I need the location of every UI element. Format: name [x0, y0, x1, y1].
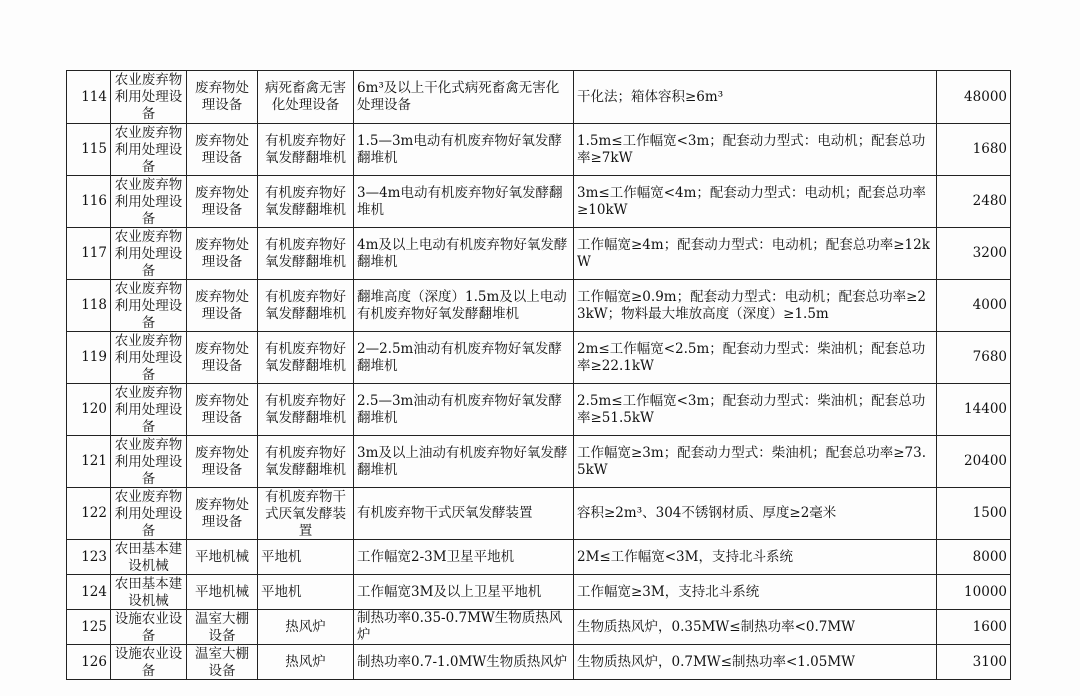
subcategory-cell: 温室大棚设备: [187, 610, 258, 645]
amount-cell: 3100: [937, 645, 1011, 680]
spec-cell: 有机废弃物干式厌氧发酵装置: [354, 488, 574, 540]
table-body: [67, 71, 1011, 680]
item-cell: 有机废弃物好氧发酵翻堆机: [258, 176, 354, 228]
category-cell: 农业废弃物利用处理设备: [111, 176, 187, 228]
spec-cell: 3—4m电动有机废弃物好氧发酵翻堆机: [354, 176, 574, 228]
params-cell: 生物质热风炉，0.7MW≤制热功率<1.05MW: [574, 645, 937, 680]
item-cell: 有机废弃物好氧发酵翻堆机: [258, 332, 354, 384]
amount-cell: 2480: [937, 176, 1011, 228]
category-cell: 设施农业设备: [111, 645, 187, 680]
item-cell: 有机废弃物好氧发酵翻堆机: [258, 228, 354, 280]
item-cell: 有机废弃物好氧发酵翻堆机: [258, 124, 354, 176]
spec-cell: 4m及以上电动有机废弃物好氧发酵翻堆机: [354, 228, 574, 280]
subsidy-table: [66, 70, 1011, 680]
category-cell: 农业废弃物利用处理设备: [111, 332, 187, 384]
row-number: 124: [67, 575, 111, 610]
spec-cell: 工作幅宽3M及以上卫星平地机: [354, 575, 574, 610]
amount-cell: 20400: [937, 436, 1011, 488]
amount-cell: 48000: [937, 71, 1011, 124]
amount-cell: 7680: [937, 332, 1011, 384]
table-row: [67, 176, 1011, 228]
row-number: 118: [67, 280, 111, 332]
table-row: [67, 124, 1011, 176]
params-cell: 工作幅宽≥4m；配套动力型式：电动机；配套总功率≥12kW: [574, 228, 937, 280]
amount-cell: 8000: [937, 540, 1011, 575]
amount-cell: 4000: [937, 280, 1011, 332]
spec-cell: 1.5—3m电动有机废弃物好氧发酵翻堆机: [354, 124, 574, 176]
table-row: [67, 488, 1011, 540]
row-number: 120: [67, 384, 111, 436]
table-row: [67, 280, 1011, 332]
params-cell: 3m≤工作幅宽<4m；配套动力型式：电动机；配套总功率≥10kW: [574, 176, 937, 228]
item-cell: 热风炉: [258, 645, 354, 680]
category-cell: 农业废弃物利用处理设备: [111, 124, 187, 176]
table-row: [67, 436, 1011, 488]
subcategory-cell: 废弃物处理设备: [187, 332, 258, 384]
params-cell: 1.5m≤工作幅宽<3m；配套动力型式：电动机；配套总功率≥7kW: [574, 124, 937, 176]
spec-cell: 翻堆高度（深度）1.5m及以上电动有机废弃物好氧发酵翻堆机: [354, 280, 574, 332]
subcategory-cell: 废弃物处理设备: [187, 124, 258, 176]
category-cell: 农业废弃物利用处理设备: [111, 488, 187, 540]
row-number: 121: [67, 436, 111, 488]
row-number: 117: [67, 228, 111, 280]
spec-cell: 6m³及以上干化式病死畜禽无害化处理设备: [354, 71, 574, 124]
amount-cell: 3200: [937, 228, 1011, 280]
subcategory-cell: 平地机械: [187, 575, 258, 610]
item-cell: 有机废弃物好氧发酵翻堆机: [258, 436, 354, 488]
item-cell: 病死畜禽无害化处理设备: [258, 71, 354, 124]
spec-cell: 3m及以上油动有机废弃物好氧发酵翻堆机: [354, 436, 574, 488]
category-cell: 农业废弃物利用处理设备: [111, 384, 187, 436]
params-cell: 工作幅宽≥3M，支持北斗系统: [574, 575, 937, 610]
subcategory-cell: 废弃物处理设备: [187, 176, 258, 228]
params-cell: 容积≥2m³、304不锈钢材质、厚度≥2毫米: [574, 488, 937, 540]
amount-cell: 1500: [937, 488, 1011, 540]
subcategory-cell: 废弃物处理设备: [187, 280, 258, 332]
category-cell: 农业废弃物利用处理设备: [111, 71, 187, 124]
row-number: 122: [67, 488, 111, 540]
subcategory-cell: 废弃物处理设备: [187, 384, 258, 436]
params-cell: 2.5m≤工作幅宽<3m；配套动力型式：柴油机；配套总功率≥51.5kW: [574, 384, 937, 436]
row-number: 115: [67, 124, 111, 176]
spec-cell: 制热功率0.7-1.0MW生物质热风炉: [354, 645, 574, 680]
subcategory-cell: 废弃物处理设备: [187, 228, 258, 280]
amount-cell: 10000: [937, 575, 1011, 610]
category-cell: 设施农业设备: [111, 610, 187, 645]
table-row: [67, 228, 1011, 280]
subcategory-cell: 温室大棚设备: [187, 645, 258, 680]
row-number: 125: [67, 610, 111, 645]
row-number: 116: [67, 176, 111, 228]
amount-cell: 1600: [937, 610, 1011, 645]
category-cell: 农田基本建设机械: [111, 540, 187, 575]
row-number: 123: [67, 540, 111, 575]
params-cell: 工作幅宽≥3m；配套动力型式：柴油机；配套总功率≥73.5kW: [574, 436, 937, 488]
table-row: [67, 332, 1011, 384]
row-number: 114: [67, 71, 111, 124]
subcategory-cell: 平地机械: [187, 540, 258, 575]
item-cell: 有机废弃物好氧发酵翻堆机: [258, 384, 354, 436]
item-cell: 平地机: [258, 540, 354, 575]
item-cell: 平地机: [258, 575, 354, 610]
category-cell: 农业废弃物利用处理设备: [111, 228, 187, 280]
category-cell: 农田基本建设机械: [111, 575, 187, 610]
params-cell: 干化法；箱体容积≥6m³: [574, 71, 937, 124]
item-cell: 有机废弃物好氧发酵翻堆机: [258, 280, 354, 332]
table-row: [67, 384, 1011, 436]
params-cell: 工作幅宽≥0.9m；配套动力型式：电动机；配套总功率≥23kW；物料最大堆放高度（深度）≥1.5m: [574, 280, 937, 332]
row-number: 119: [67, 332, 111, 384]
spec-cell: 2—2.5m油动有机废弃物好氧发酵翻堆机: [354, 332, 574, 384]
params-cell: 2M≤工作幅宽<3M，支持北斗系统: [574, 540, 937, 575]
subcategory-cell: 废弃物处理设备: [187, 71, 258, 124]
spec-cell: 制热功率0.35-0.7MW生物质热风炉: [354, 610, 574, 645]
params-cell: 生物质热风炉，0.35MW≤制热功率<0.7MW: [574, 610, 937, 645]
amount-cell: 1680: [937, 124, 1011, 176]
item-cell: 热风炉: [258, 610, 354, 645]
spec-cell: 2.5—3m油动有机废弃物好氧发酵翻堆机: [354, 384, 574, 436]
subcategory-cell: 废弃物处理设备: [187, 436, 258, 488]
table-row: [67, 610, 1011, 645]
table-row: [67, 645, 1011, 680]
spec-cell: 工作幅宽2-3M卫星平地机: [354, 540, 574, 575]
table-row: [67, 540, 1011, 575]
table-row: [67, 71, 1011, 124]
item-cell: 有机废弃物干式厌氧发酵装置: [258, 488, 354, 540]
category-cell: 农业废弃物利用处理设备: [111, 436, 187, 488]
category-cell: 农业废弃物利用处理设备: [111, 280, 187, 332]
params-cell: 2m≤工作幅宽<2.5m；配套动力型式：柴油机；配套总功率≥22.1kW: [574, 332, 937, 384]
subcategory-cell: 废弃物处理设备: [187, 488, 258, 540]
table-row: [67, 575, 1011, 610]
row-number: 126: [67, 645, 111, 680]
amount-cell: 14400: [937, 384, 1011, 436]
